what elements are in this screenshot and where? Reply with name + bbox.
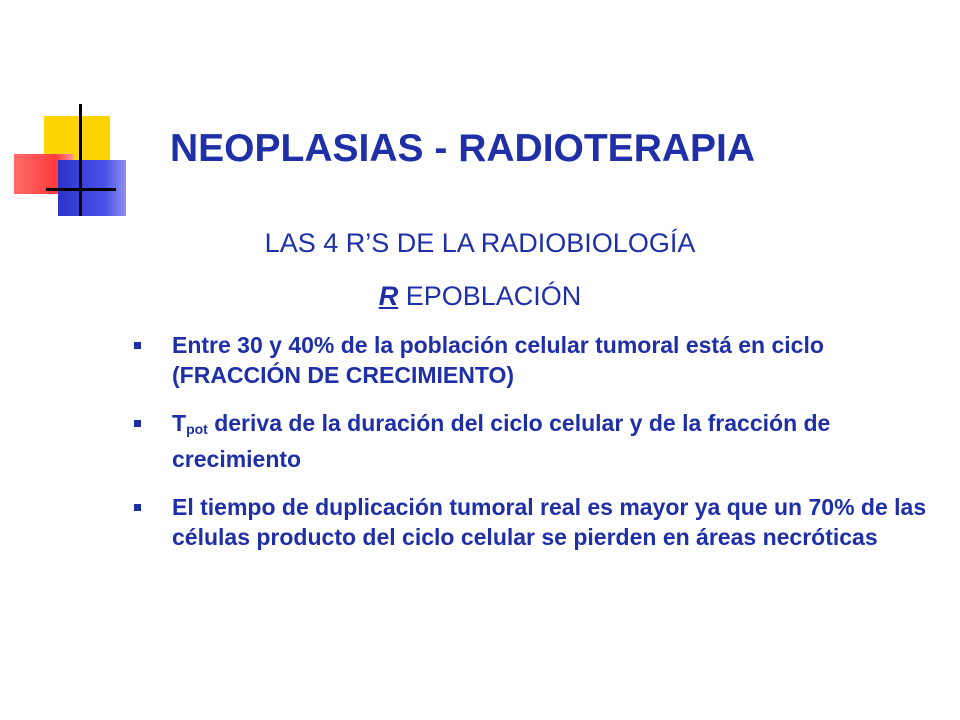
decorative-squares-logo <box>0 0 140 230</box>
bullet-marker <box>134 420 141 427</box>
bullet-prefix: T <box>172 410 187 436</box>
bullet-item <box>132 492 932 552</box>
heading-initial: R <box>378 281 399 311</box>
slide-subtitle: LAS 4 R’S DE LA RADIOBIOLOGÍA <box>264 228 696 258</box>
horizontal-line <box>46 188 116 191</box>
vertical-line <box>79 104 82 216</box>
heading-rest: EPOBLACIÓN <box>398 281 582 311</box>
bullet-marker <box>134 342 141 349</box>
bullet-item <box>132 408 932 474</box>
bullet-text: Entre 30 y 40% de la población celular tumoral está en ciclo (FRACCIÓN DE CRECIMIENTO) <box>172 332 824 388</box>
bullet-text: deriva de la duración del ciclo celular y de la fracción de crecimiento <box>172 410 831 472</box>
bullet-item <box>132 330 932 390</box>
bullet-text: El tiempo de duplicación tumoral real es mayor ya que un 70% de las células producto del ciclo celular se pierden en áreas necróticas <box>172 494 927 550</box>
bullet-list <box>132 330 932 570</box>
section-heading <box>120 278 840 314</box>
slide-title: NEOPLASIAS - RADIOTERAPIA <box>170 127 756 170</box>
bullet-marker <box>134 504 141 511</box>
bullet-subscript: pot <box>186 421 208 437</box>
